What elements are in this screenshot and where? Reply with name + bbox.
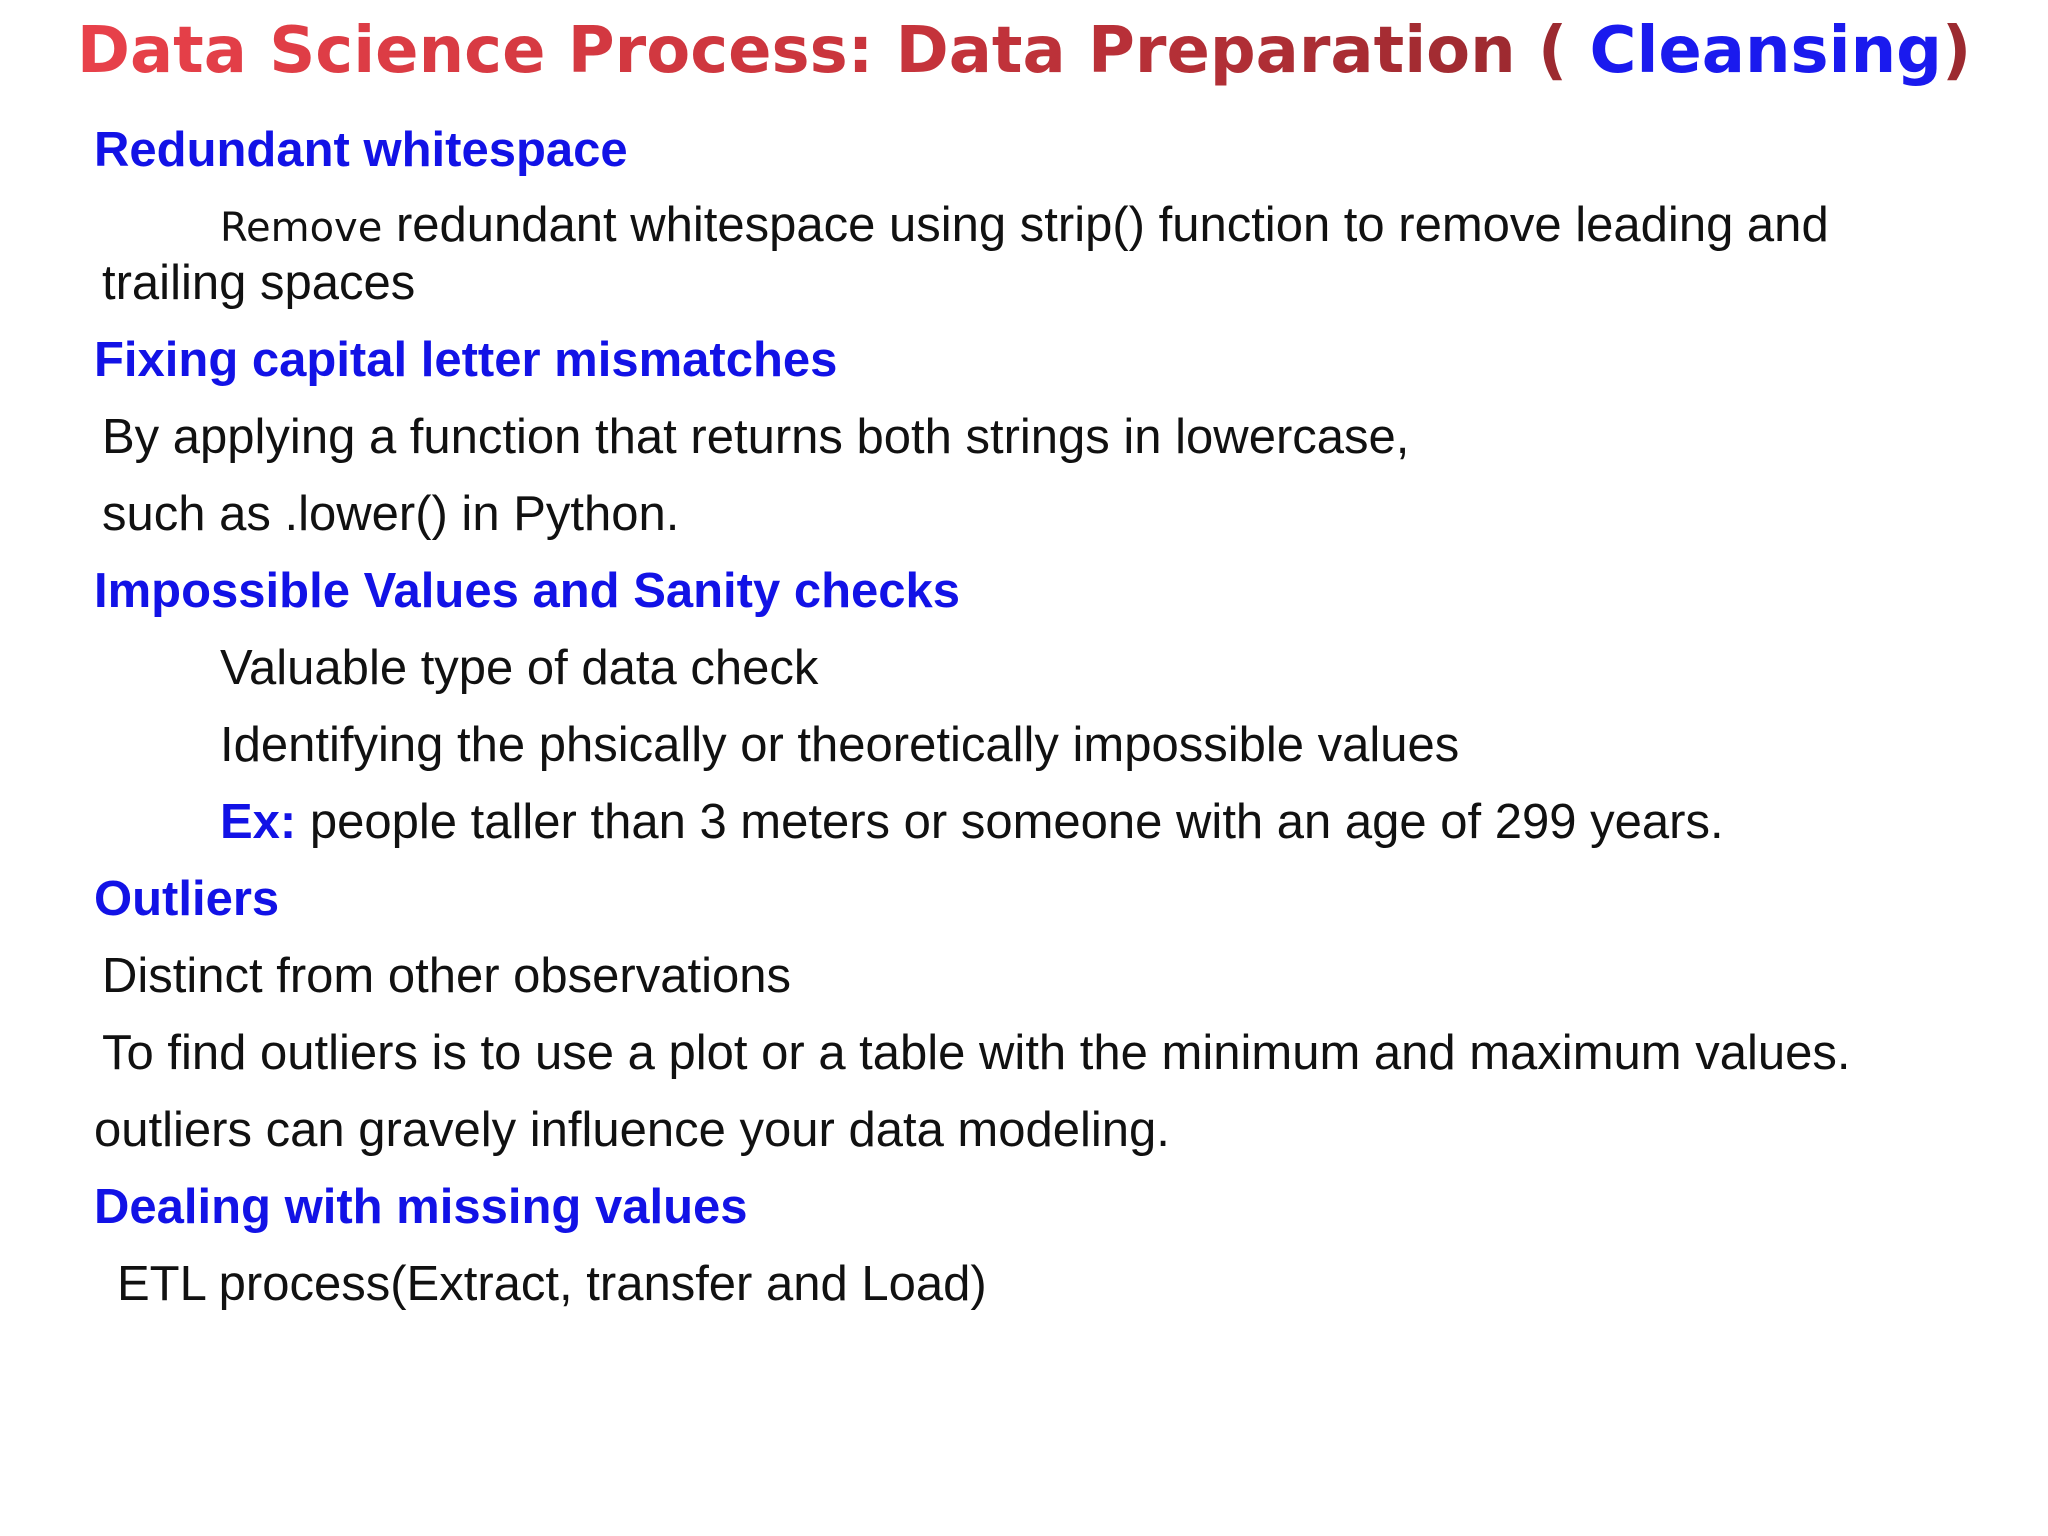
title-close-paren: ) bbox=[1941, 14, 1972, 88]
title-main: Data Science Process: Data Preparation bbox=[76, 14, 1538, 88]
title-open-paren: ( bbox=[1537, 14, 1590, 88]
outliers-line-1: Distinct from other observations bbox=[102, 949, 791, 1003]
capital-line-1: By applying a function that returns both strings in lowercase, bbox=[102, 410, 1410, 464]
example-text: people taller than 3 meters or someone with an age of 299 years. bbox=[296, 795, 1724, 849]
redundant-line-1 bbox=[220, 195, 1829, 258]
redundant-line-2: trailing spaces bbox=[102, 256, 416, 310]
redundant-line-1-lead: Remove bbox=[220, 205, 383, 251]
missing-line-1: ETL process(Extract, transfer and Load) bbox=[117, 1257, 987, 1311]
impossible-line-2: Identifying the phsically or theoretically impossible values bbox=[220, 718, 1460, 772]
redundant-line-1-rest: redundant whitespace using strip() function to remove leading and bbox=[382, 198, 1829, 252]
capital-line-2: such as .lower() in Python. bbox=[102, 487, 680, 541]
slide-title bbox=[0, 6, 2048, 96]
title-accent: Cleansing bbox=[1589, 14, 1942, 88]
heading-capital-letter: Fixing capital letter mismatches bbox=[94, 333, 838, 387]
impossible-line-1: Valuable type of data check bbox=[220, 641, 819, 695]
impossible-example bbox=[220, 792, 1724, 852]
heading-redundant-whitespace: Redundant whitespace bbox=[94, 123, 628, 177]
heading-missing-values: Dealing with missing values bbox=[94, 1180, 748, 1234]
outliers-line-2: To find outliers is to use a plot or a table with the minimum and maximum values. bbox=[102, 1026, 1851, 1080]
heading-outliers: Outliers bbox=[94, 872, 280, 926]
outliers-line-3: outliers can gravely influence your data modeling. bbox=[94, 1103, 1170, 1157]
heading-impossible-values: Impossible Values and Sanity checks bbox=[94, 564, 961, 618]
example-label: Ex: bbox=[220, 795, 297, 849]
